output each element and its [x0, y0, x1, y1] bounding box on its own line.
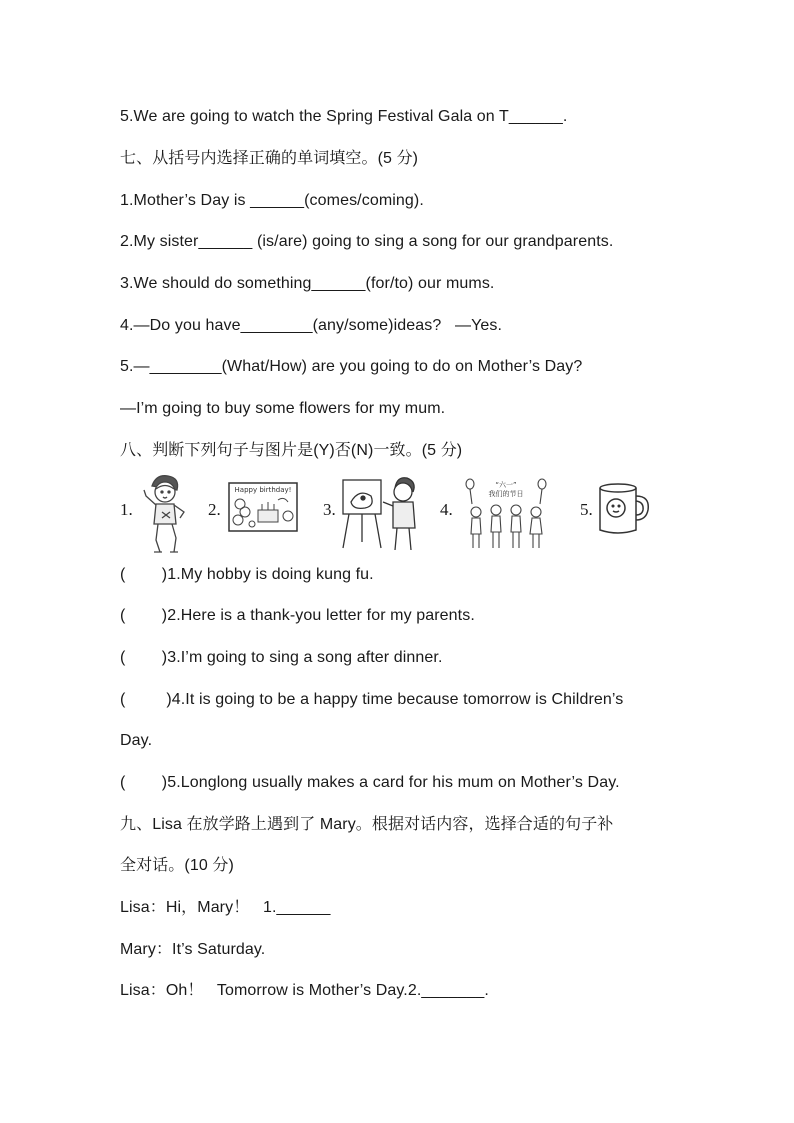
dialogue-line: Lisa：Oh！ Tomorrow is Mother’s Day.2._______.	[120, 982, 489, 999]
boy-painting-icon	[339, 472, 419, 554]
dialogue-line: Lisa：Hi，Mary！ 1.______	[120, 899, 331, 916]
picture-number: 3.	[323, 500, 336, 519]
picture-number: 1.	[120, 500, 133, 519]
question-line: 4.—Do you have________(any/some)ideas? —Yes.	[120, 317, 503, 334]
question-line: 1.Mother’s Day is ______(comes/coming).	[120, 192, 424, 209]
dialogue-line: Mary：It’s Saturday.	[120, 941, 266, 958]
question-line: 5.—________(What/How) are you going to do on Mother’s Day?	[120, 358, 583, 375]
banner-text: “六一”	[495, 481, 517, 489]
answer-line: —I’m going to buy some flowers for my mum.	[120, 400, 446, 417]
question-line: ( )4.It is going to be a happy time because tomorrow is Children’s	[120, 691, 624, 708]
question-line: ( )1.My hobby is doing kung fu.	[120, 566, 374, 583]
picture-number: 4.	[440, 500, 453, 519]
question-line-continued: Day.	[120, 732, 153, 749]
childrens-day-kids-icon	[462, 474, 552, 554]
question-line: ( )2.Here is a thank-you letter for my parents.	[120, 607, 475, 624]
birthday-card-icon	[228, 482, 298, 532]
picture-number: 5.	[580, 500, 593, 519]
question-line: 3.We should do something______(for/to) our mums.	[120, 275, 495, 292]
picture-number: 2.	[208, 500, 221, 519]
banner-text-2: 我们的节日	[488, 490, 524, 498]
section-9-title: 九、Lisa 在放学路上遇到了 Mary。根据对话内容，选择合适的句子补	[120, 816, 614, 833]
question-line: 2.My sister______ (is/are) going to sing a song for our grandparents.	[120, 233, 614, 250]
question-line: ( )3.I’m going to sing a song after dinner.	[120, 649, 443, 666]
section-9-title-continued: 全对话。(10 分)	[120, 857, 234, 874]
question-line: ( )5.Longlong usually makes a card for his mum on Mother’s Day.	[120, 774, 620, 791]
card-text: Happy birthday!	[234, 486, 292, 494]
kung-fu-boy-icon	[140, 472, 190, 556]
picture-row	[118, 470, 678, 560]
mug-icon	[596, 482, 652, 538]
section-8-title: 八、判断下列句子与图片是(Y)否(N)一致。(5 分)	[120, 442, 463, 459]
section-7-title: 七、从括号内选择正确的单词填空。(5 分)	[120, 150, 419, 167]
question-line: 5.We are going to watch the Spring Festival Gala on T______.	[120, 108, 568, 125]
